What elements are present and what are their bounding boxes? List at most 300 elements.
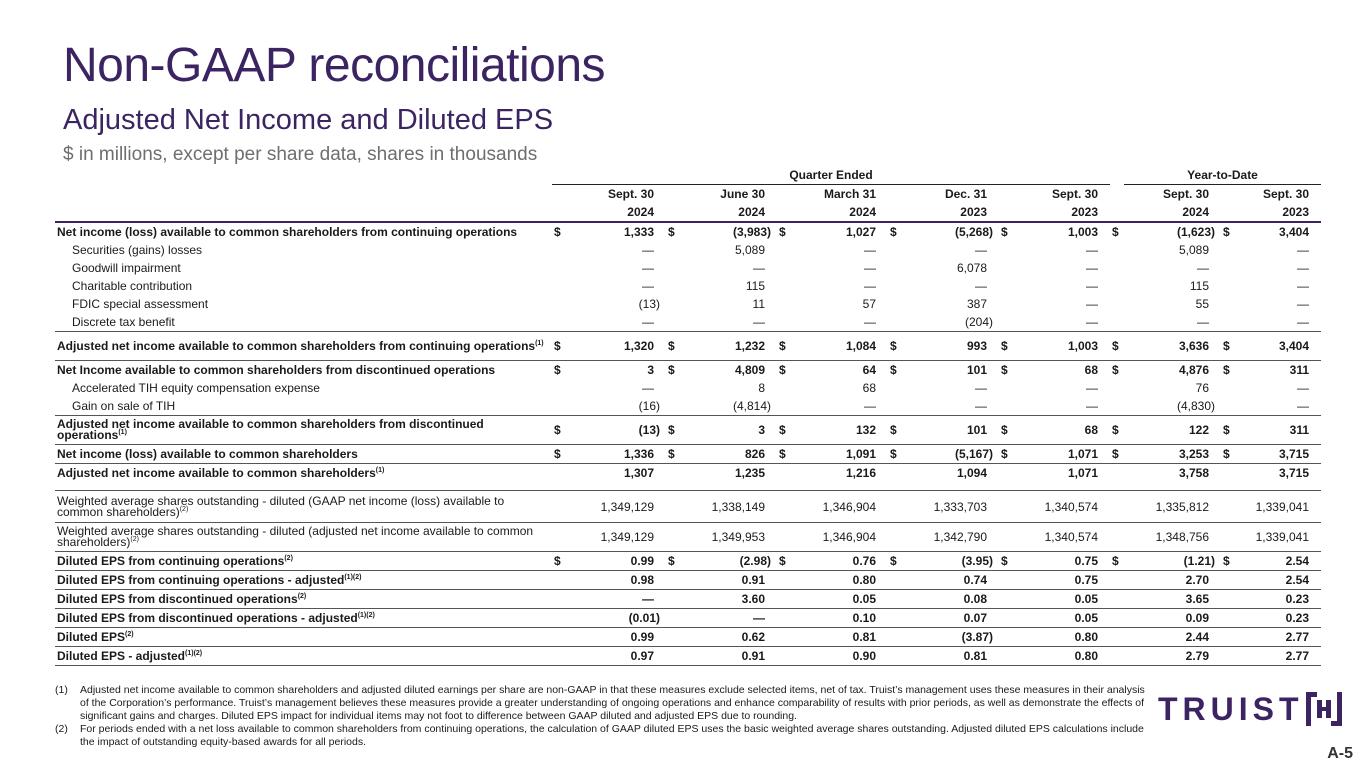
page-subtitle: Adjusted Net Income and Diluted EPS	[63, 104, 554, 136]
column-header-month: March 31	[823, 187, 876, 201]
row-label-text: Goodwill impairment	[72, 261, 181, 275]
table-cell: 1,232	[680, 332, 777, 361]
table-cell: —	[1297, 261, 1310, 275]
table-cell: 0.23	[1235, 590, 1321, 609]
currency-symbol: $	[552, 416, 570, 445]
table-cell: —	[1297, 381, 1310, 395]
table-cell: 1,307	[570, 464, 666, 483]
currency-symbol: $	[1221, 332, 1235, 361]
row-label-text: Adjusted net income available to common shareholders from continuing operations	[57, 338, 536, 353]
truist-logo	[1158, 690, 1344, 728]
table-row	[55, 416, 1321, 445]
table-cell: 1,235	[680, 464, 777, 483]
currency-symbol	[1221, 464, 1235, 483]
footnote-text: For periods ended with a net loss available to common shareholders from continuing operations, the calculation of GAAP diluted EPS uses the basic weighted average shares outstanding. Adjusted diluted EPS calculations include the impact of outstanding equity-based awards for all periods.	[80, 723, 1144, 748]
table-cell: 3,404	[1278, 225, 1310, 239]
table-cell: 1,071	[1013, 445, 1110, 464]
group-header-quarter: Quarter Ended	[552, 166, 1110, 185]
footnote-reference: (2)	[130, 536, 139, 543]
column-header-month: Dec. 31	[944, 187, 987, 201]
logo-wordmark: TRUIST	[1158, 690, 1304, 727]
currency-symbol: $	[552, 445, 570, 464]
table-cell: 0.98	[570, 571, 666, 590]
currency-symbol	[666, 259, 680, 277]
table-row	[55, 523, 1321, 552]
currency-symbol	[999, 590, 1013, 609]
footnote-marker: (2)	[55, 723, 68, 735]
table-cell: 68	[1013, 416, 1110, 445]
table-cell: 0.90	[791, 647, 888, 666]
table-cell: 1,333	[623, 225, 654, 239]
currency-symbol	[999, 647, 1013, 666]
currency-symbol	[666, 571, 680, 590]
currency-symbol	[552, 241, 570, 259]
currency-symbol: $	[1112, 225, 1119, 239]
table-cell: 68	[1013, 361, 1110, 380]
footnote-reference: (2)	[125, 631, 134, 638]
currency-symbol: $	[1221, 552, 1235, 571]
currency-symbol	[999, 464, 1013, 483]
currency-symbol	[666, 397, 680, 416]
table-cell: (3.95)	[902, 552, 999, 571]
footnote-reference: (2)	[297, 593, 307, 600]
currency-symbol	[777, 379, 791, 397]
table-cell: (13)	[638, 297, 660, 311]
currency-symbol	[888, 590, 902, 609]
row-label	[55, 397, 552, 416]
currency-symbol	[1221, 295, 1235, 313]
table-cell: 3,636	[1124, 332, 1221, 361]
table-cell: —	[864, 315, 876, 329]
footnote-reference: (2)	[179, 505, 189, 513]
table-cell: 1,336	[570, 445, 666, 464]
row-label-text: Securities (gains) losses	[72, 243, 203, 257]
table-cell: 0.81	[902, 647, 999, 666]
page-number: A-5	[1327, 745, 1353, 762]
currency-symbol	[666, 464, 680, 483]
currency-symbol	[999, 241, 1013, 259]
currency-symbol	[999, 609, 1013, 628]
currency-symbol	[1110, 491, 1124, 523]
currency-symbol	[1221, 397, 1235, 416]
currency-symbol	[552, 464, 570, 483]
table-row	[55, 295, 1321, 313]
table-cell: 2.44	[1124, 628, 1221, 647]
currency-symbol: $	[554, 225, 561, 239]
column-header-year: 2023	[888, 203, 999, 222]
table-cell: —	[1086, 279, 1099, 293]
currency-symbol	[552, 313, 570, 332]
column-header-year: 2024	[666, 203, 777, 222]
table-cell: 1,084	[791, 332, 888, 361]
currency-symbol: $	[888, 332, 902, 361]
currency-symbol	[999, 397, 1013, 416]
footnote-reference: (1)	[535, 339, 544, 347]
table-cell: 101	[902, 361, 999, 380]
currency-symbol	[999, 491, 1013, 523]
row-label-text: Weighted average shares outstanding - diluted (GAAP net income (loss) available to common shareholders)	[57, 493, 505, 519]
currency-symbol: $	[777, 445, 791, 464]
table-cell: 3	[680, 416, 777, 445]
currency-symbol	[777, 491, 791, 523]
currency-symbol: $	[777, 552, 791, 571]
currency-symbol	[1221, 628, 1235, 647]
table-cell: 115	[1189, 279, 1210, 293]
currency-symbol	[552, 379, 570, 397]
row-label	[55, 464, 552, 483]
currency-symbol: $	[1001, 225, 1008, 239]
table-row	[55, 552, 1321, 571]
table-cell: 0.97	[570, 647, 666, 666]
row-label-text: Diluted EPS from continuing operations	[57, 554, 285, 568]
currency-symbol	[552, 647, 570, 666]
table-cell: —	[1086, 399, 1099, 413]
table-cell: 2.77	[1235, 628, 1321, 647]
currency-symbol	[666, 523, 680, 552]
currency-symbol: $	[552, 361, 570, 380]
table-cell: —	[1086, 315, 1099, 329]
row-label	[55, 277, 552, 295]
currency-symbol	[1221, 647, 1235, 666]
table-cell: (16)	[638, 399, 660, 413]
currency-symbol	[1221, 571, 1235, 590]
row-label	[55, 259, 552, 277]
table-cell: (3,983)	[732, 225, 771, 239]
table-cell: 0.91	[680, 571, 777, 590]
table-cell: —	[864, 261, 876, 275]
currency-symbol: $	[1221, 361, 1235, 380]
currency-symbol	[999, 379, 1013, 397]
table-cell: 0.23	[1235, 609, 1321, 628]
table-cell: —	[975, 243, 987, 257]
table-cell: 0.05	[791, 590, 888, 609]
table-cell: —	[1086, 243, 1099, 257]
currency-symbol	[1110, 313, 1124, 332]
table-cell: 101	[902, 416, 999, 445]
table-cell: 1,003	[1067, 225, 1099, 239]
table-cell: 115	[745, 279, 765, 293]
table-row	[55, 628, 1321, 647]
table-cell: 0.99	[570, 628, 666, 647]
currency-symbol: $	[1110, 552, 1124, 571]
table-cell: 0.10	[791, 609, 888, 628]
table-cell: —	[975, 399, 987, 413]
currency-symbol	[777, 523, 791, 552]
table-cell: —	[1197, 315, 1210, 329]
table-cell: —	[1197, 261, 1210, 275]
row-label	[55, 295, 552, 313]
currency-symbol	[666, 313, 680, 332]
currency-symbol	[1110, 241, 1124, 259]
table-cell: —	[642, 315, 654, 329]
table-row	[55, 491, 1321, 523]
currency-symbol: $	[666, 332, 680, 361]
currency-symbol	[666, 609, 680, 628]
table-cell: 1,071	[1013, 464, 1110, 483]
footnotes	[55, 684, 1145, 749]
currency-symbol: $	[888, 416, 902, 445]
currency-symbol: $	[668, 225, 675, 239]
row-label-text: Diluted EPS from discontinued operations	[57, 592, 298, 606]
currency-symbol	[1110, 277, 1124, 295]
table-cell: 1,349,953	[680, 523, 777, 552]
currency-symbol: $	[779, 225, 786, 239]
currency-symbol	[1110, 464, 1124, 483]
currency-symbol: $	[777, 332, 791, 361]
table-cell: 0.91	[680, 647, 777, 666]
currency-symbol	[999, 313, 1013, 332]
table-cell: 1,340,574	[1013, 523, 1110, 552]
currency-symbol	[777, 647, 791, 666]
table-cell: 1,335,812	[1124, 491, 1221, 523]
currency-symbol	[1110, 295, 1124, 313]
table-cell: —	[642, 279, 654, 293]
footnote-reference: (1)(2)	[185, 650, 203, 657]
row-label-text: Net income (loss) available to common shareholders from continuing operations	[57, 225, 518, 239]
row-label-text: Charitable contribution	[72, 279, 193, 293]
currency-symbol	[777, 397, 791, 416]
page-title: Non-GAAP reconciliations	[63, 39, 606, 92]
currency-symbol	[777, 571, 791, 590]
currency-symbol	[1221, 590, 1235, 609]
table-row	[55, 313, 1321, 332]
table-cell: 0.07	[902, 609, 999, 628]
currency-symbol	[999, 571, 1013, 590]
table-cell: 3,715	[1235, 464, 1321, 483]
column-header-year: 2023	[1221, 203, 1321, 222]
currency-symbol	[888, 491, 902, 523]
column-header-month: Sept. 30	[607, 187, 654, 201]
table-cell: —	[1297, 243, 1310, 257]
table-row	[55, 445, 1321, 464]
footnote-reference: (1)(2)	[357, 612, 375, 619]
table-cell: 1,091	[791, 445, 888, 464]
table-cell: 8	[758, 381, 765, 395]
table-cell: 132	[791, 416, 888, 445]
row-label	[55, 445, 552, 464]
currency-symbol	[888, 523, 902, 552]
table-cell: 1,333,703	[902, 491, 999, 523]
currency-symbol: $	[666, 416, 680, 445]
table-cell: 3,758	[1124, 464, 1221, 483]
currency-symbol	[552, 523, 570, 552]
row-label-text: Accelerated TIH equity compensation expense	[72, 381, 320, 395]
table-cell: 64	[791, 361, 888, 380]
table-cell: 1,349,129	[570, 523, 666, 552]
currency-symbol	[777, 277, 791, 295]
column-header-year: 2024	[777, 203, 888, 222]
currency-symbol	[1221, 241, 1235, 259]
table-cell: 2.79	[1124, 647, 1221, 666]
currency-symbol	[666, 590, 680, 609]
table-cell: —	[1297, 399, 1310, 413]
table-cell: 6,078	[956, 261, 987, 275]
footnote-reference: (2)	[284, 555, 293, 562]
row-label-text: Net Income available to common shareholders from discontinued operations	[57, 363, 496, 377]
table-cell: 1,348,756	[1124, 523, 1221, 552]
currency-symbol	[777, 464, 791, 483]
currency-symbol: $	[666, 445, 680, 464]
row-label	[55, 628, 552, 647]
currency-symbol	[888, 277, 902, 295]
footnote-reference: (1)(2)	[344, 574, 362, 581]
row-label	[55, 552, 552, 571]
table-cell: (4,830)	[1176, 399, 1216, 413]
table-cell: 0.08	[902, 590, 999, 609]
currency-symbol: $	[888, 552, 902, 571]
row-label	[55, 590, 552, 609]
table-cell: (3.87)	[902, 628, 999, 647]
currency-symbol	[1110, 397, 1124, 416]
table-cell: —	[1086, 261, 1099, 275]
table-cell: —	[570, 590, 666, 609]
table-cell: 3,404	[1235, 332, 1321, 361]
row-label	[55, 222, 552, 241]
table-cell: —	[1086, 297, 1099, 311]
table-cell: 2.54	[1235, 571, 1321, 590]
table-cell: 3.65	[1124, 590, 1221, 609]
currency-symbol	[1221, 277, 1235, 295]
table-cell: 1,346,904	[791, 523, 888, 552]
table-cell: 5,089	[1178, 243, 1210, 257]
table-cell: (0.01)	[570, 609, 666, 628]
units-note: $ in millions, except per share data, shares in thousands	[63, 144, 538, 165]
footnote-marker: (1)	[55, 684, 68, 696]
table-cell: 4,809	[680, 361, 777, 380]
group-header-ytd: Year-to-Date	[1124, 166, 1321, 185]
currency-symbol	[666, 647, 680, 666]
table-cell: 826	[680, 445, 777, 464]
currency-symbol: $	[999, 361, 1013, 380]
currency-symbol: $	[777, 416, 791, 445]
table-row	[55, 361, 1321, 380]
currency-symbol	[777, 313, 791, 332]
table-cell: 1,340,574	[1013, 491, 1110, 523]
row-label	[55, 523, 552, 552]
row-label-text: Diluted EPS	[57, 630, 126, 644]
currency-symbol: $	[999, 445, 1013, 464]
table-cell: 1,320	[570, 332, 666, 361]
currency-symbol: $	[999, 552, 1013, 571]
table-cell: 1,094	[902, 464, 999, 483]
row-label-text: Adjusted net income available to common shareholders	[57, 466, 376, 480]
row-label	[55, 313, 552, 332]
currency-symbol	[1110, 523, 1124, 552]
currency-symbol: $	[1221, 445, 1235, 464]
table-cell: 55	[1195, 297, 1210, 311]
table-row	[55, 571, 1321, 590]
currency-symbol: $	[777, 361, 791, 380]
row-label-text: Gain on sale of TIH	[72, 399, 176, 413]
currency-symbol	[552, 571, 570, 590]
currency-symbol: $	[552, 552, 570, 571]
currency-symbol	[1221, 609, 1235, 628]
currency-symbol	[1110, 571, 1124, 590]
table-cell: 1,339,041	[1235, 491, 1321, 523]
column-header-year: 2024	[552, 203, 666, 222]
table-cell: —	[1086, 381, 1099, 395]
table-cell: —	[1297, 279, 1310, 293]
footnote-reference: (1)	[118, 429, 127, 436]
currency-symbol	[888, 628, 902, 647]
currency-symbol	[666, 379, 680, 397]
table-cell: 5,089	[734, 243, 765, 257]
currency-symbol	[552, 628, 570, 647]
currency-symbol	[777, 241, 791, 259]
currency-symbol	[777, 295, 791, 313]
table-cell: 0.81	[791, 628, 888, 647]
table-cell: 2.54	[1235, 552, 1321, 571]
currency-symbol: $	[1223, 225, 1230, 239]
currency-symbol	[777, 590, 791, 609]
footnote-2	[55, 723, 1145, 749]
column-header-month: Sept. 30	[1162, 187, 1210, 201]
table-cell: —	[642, 243, 654, 257]
table-cell: 1,349,129	[570, 491, 666, 523]
currency-symbol	[999, 628, 1013, 647]
table-cell: —	[680, 609, 777, 628]
currency-symbol	[666, 241, 680, 259]
table-row	[55, 259, 1321, 277]
row-label	[55, 647, 552, 666]
currency-symbol	[666, 277, 680, 295]
row-label	[55, 609, 552, 628]
table-cell: 122	[1124, 416, 1221, 445]
table-cell: (5,268)	[954, 225, 993, 239]
currency-symbol	[552, 609, 570, 628]
table-cell: 0.80	[791, 571, 888, 590]
reconciliation-table	[55, 166, 1321, 666]
row-label	[55, 332, 552, 361]
column-header-month: Sept. 30	[1051, 187, 1099, 201]
table-cell: (1,623)	[1176, 225, 1216, 239]
table-cell: —	[642, 261, 654, 275]
currency-symbol: $	[1110, 416, 1124, 445]
table-row	[55, 609, 1321, 628]
currency-symbol	[666, 295, 680, 313]
row-label-text: Diluted EPS from discontinued operations - adjusted	[57, 611, 358, 625]
currency-symbol	[1110, 609, 1124, 628]
column-header-month: Sept. 30	[1262, 187, 1310, 201]
table-cell: 1,339,041	[1235, 523, 1321, 552]
table-row	[55, 277, 1321, 295]
table-cell: 1,342,790	[902, 523, 999, 552]
row-label	[55, 416, 552, 445]
currency-symbol	[552, 277, 570, 295]
table-row	[55, 222, 1321, 241]
table-cell: 3.60	[680, 590, 777, 609]
currency-symbol: $	[1110, 445, 1124, 464]
footnote-1	[55, 684, 1145, 723]
table-cell: 2.77	[1235, 647, 1321, 666]
table-cell: 4,876	[1124, 361, 1221, 380]
row-label-text: FDIC special assessment	[72, 297, 209, 311]
row-label	[55, 379, 552, 397]
currency-symbol	[1221, 523, 1235, 552]
currency-symbol: $	[888, 361, 902, 380]
table-cell: (13)	[570, 416, 666, 445]
table-cell: 68	[862, 381, 876, 395]
table-cell: 0.99	[570, 552, 666, 571]
currency-symbol: $	[1110, 361, 1124, 380]
table-cell: 993	[902, 332, 999, 361]
currency-symbol	[777, 259, 791, 277]
table-row	[55, 332, 1321, 361]
currency-symbol	[999, 523, 1013, 552]
row-label	[55, 361, 552, 380]
column-header-year: 2023	[999, 203, 1110, 222]
table-cell: —	[642, 381, 654, 395]
